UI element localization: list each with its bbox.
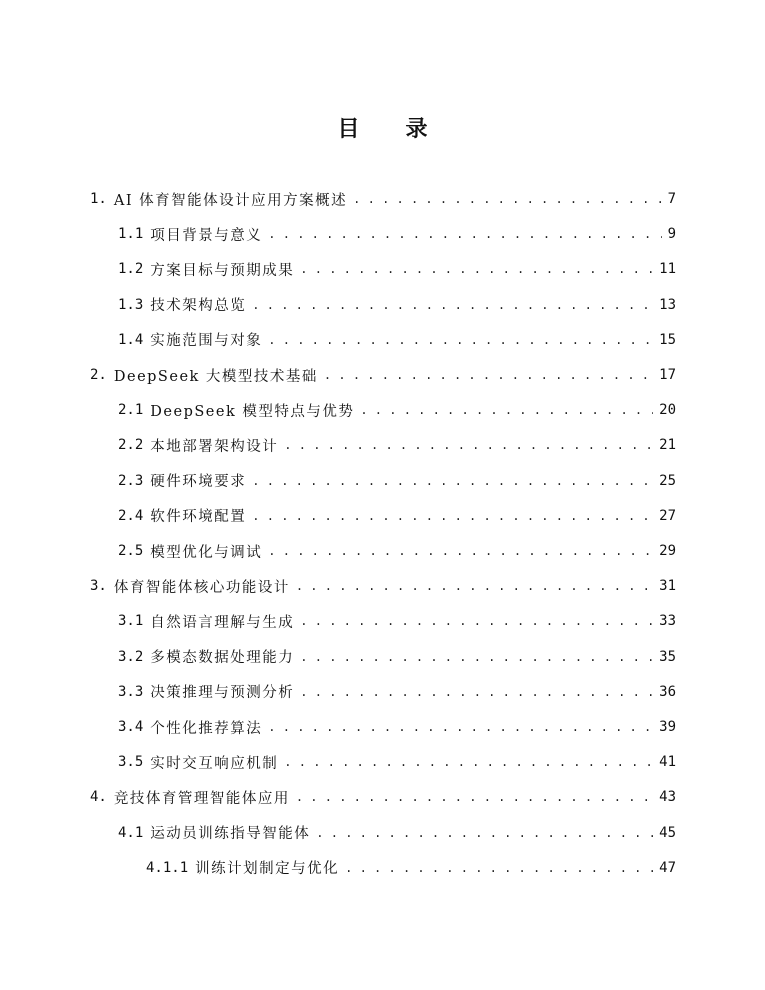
toc-entry-number: 3.2 [118, 648, 144, 665]
toc-entry-number: 2.4 [118, 507, 144, 524]
dot-leader [296, 578, 653, 594]
toc-entry-number: 1. [90, 191, 107, 207]
dot-leader [268, 543, 653, 559]
toc-entry-title: 运动员训练指导智能体 [150, 826, 311, 843]
toc-entry[interactable] [118, 645, 676, 669]
toc-entry-title: 方案目标与预期成果 [150, 262, 295, 279]
toc-entry[interactable] [118, 257, 676, 281]
toc-entry-page-number: 15 [659, 331, 676, 348]
toc-entry-page-number: 27 [659, 507, 676, 524]
dot-leader [316, 825, 653, 841]
toc-entry-title: AI 体育智能体设计应用方案概述 [113, 192, 348, 209]
toc-entry-number: 2.1 [118, 402, 144, 419]
toc-entry[interactable] [118, 680, 676, 704]
toc-entry-page-number: 33 [659, 613, 676, 630]
toc-entry[interactable] [90, 363, 676, 387]
toc-entry-number: 3.1 [118, 613, 144, 630]
toc-entry-number: 3.3 [118, 683, 144, 700]
dot-leader [252, 297, 653, 313]
toc-entry-title: 硬件环境要求 [150, 474, 247, 491]
toc-entry-number: 2. [90, 367, 107, 383]
dot-leader [324, 367, 653, 383]
toc-entry[interactable] [118, 433, 676, 457]
toc-entry-title: 决策推理与预测分析 [150, 685, 295, 702]
toc-entry-page-number: 17 [659, 367, 676, 383]
dot-leader [300, 261, 653, 277]
dot-leader [252, 473, 653, 489]
toc-entry[interactable] [118, 715, 676, 739]
dot-leader [296, 789, 653, 805]
toc-entry-title: 本地部署架构设计 [150, 438, 279, 455]
toc-entry[interactable] [118, 750, 676, 774]
toc-entry-title: 技术架构总览 [150, 298, 247, 315]
toc-entry-number: 2.5 [118, 543, 144, 559]
toc-entry-number: 4.1 [118, 824, 144, 841]
toc-entry-title: 多模态数据处理能力 [150, 650, 295, 667]
toc-entry[interactable] [118, 609, 676, 633]
dot-leader [353, 191, 661, 207]
toc-entry-number: 1.2 [118, 261, 144, 278]
dot-leader [300, 613, 653, 629]
toc-entry[interactable] [118, 293, 676, 317]
toc-entry-page-number: 31 [659, 578, 676, 595]
toc-entry-page-number: 29 [659, 543, 676, 559]
dot-leader [360, 402, 653, 418]
toc-entry[interactable] [90, 574, 676, 598]
dot-leader [268, 719, 653, 735]
toc-entry[interactable] [118, 469, 676, 493]
toc-entry-page-number: 7 [667, 191, 676, 207]
dot-leader [284, 754, 653, 770]
toc-entry-number: 4.1.1 [146, 859, 189, 876]
dot-leader [300, 649, 653, 665]
toc-entry-number: 4. [90, 789, 107, 806]
toc-entry[interactable] [118, 821, 676, 845]
toc-entry[interactable] [90, 785, 676, 809]
toc-entry-title: DeepSeek 大模型技术基础 [113, 368, 318, 385]
toc-entry-title: 模型优化与调试 [150, 544, 263, 561]
toc-entry-page-number: 13 [659, 296, 676, 313]
toc-entry-number: 3.5 [118, 754, 144, 771]
toc-entry-title: 竞技体育管理智能体应用 [113, 790, 290, 807]
toc-entry-page-number: 47 [659, 859, 676, 876]
toc-entry-page-number: 11 [659, 261, 676, 278]
dot-leader [300, 684, 653, 700]
toc-entry-page-number: 21 [659, 437, 676, 454]
toc-entry-page-number: 36 [659, 683, 676, 700]
toc-entry-title: 自然语言理解与生成 [150, 614, 295, 631]
toc-entry-number: 1.1 [118, 226, 144, 243]
toc-entry[interactable] [118, 222, 676, 246]
toc-entry-number: 3. [90, 578, 107, 595]
dot-leader [268, 332, 653, 348]
toc-entry-page-number: 39 [659, 719, 676, 735]
toc-entry[interactable] [118, 504, 676, 528]
dot-leader [345, 860, 653, 876]
toc-entry-title: 项目背景与意义 [150, 227, 263, 244]
dot-leader [284, 437, 653, 453]
toc-entry-title: 实时交互响应机制 [150, 755, 279, 772]
toc-entry[interactable] [118, 398, 676, 422]
toc-entry-number: 2.3 [118, 472, 144, 489]
toc-entry-page-number: 45 [659, 824, 676, 841]
title-char-2: 录 [405, 117, 428, 142]
toc-entry-number: 1.4 [118, 331, 144, 348]
toc-entry-page-number: 25 [659, 472, 676, 489]
toc-entry[interactable] [118, 328, 676, 352]
toc-entry-title: 软件环境配置 [150, 509, 247, 526]
dot-leader [268, 226, 661, 242]
toc-entry[interactable] [146, 856, 676, 880]
toc-entry-page-number: 41 [659, 754, 676, 771]
title-char-1: 目 [337, 117, 360, 142]
toc-entry-title: 训练计划制定与优化 [195, 861, 340, 878]
dot-leader [252, 508, 653, 524]
page-title [0, 112, 765, 143]
toc-entry-page-number: 20 [659, 402, 676, 419]
toc-entry-title: DeepSeek 模型特点与优势 [150, 403, 355, 420]
toc-entry-page-number: 9 [667, 226, 676, 243]
toc-entry[interactable] [118, 539, 676, 563]
toc-entry-title: 体育智能体核心功能设计 [113, 579, 290, 596]
toc-entry-number: 1.3 [118, 296, 144, 313]
toc-entry-title: 实施范围与对象 [150, 333, 263, 350]
toc-entry-page-number: 35 [659, 648, 676, 665]
toc-entry-page-number: 43 [659, 789, 676, 806]
toc-entry[interactable] [90, 187, 676, 211]
toc-entry-title: 个性化推荐算法 [150, 720, 263, 737]
toc-entry-number: 2.2 [118, 437, 144, 454]
toc-entry-number: 3.4 [118, 719, 144, 735]
